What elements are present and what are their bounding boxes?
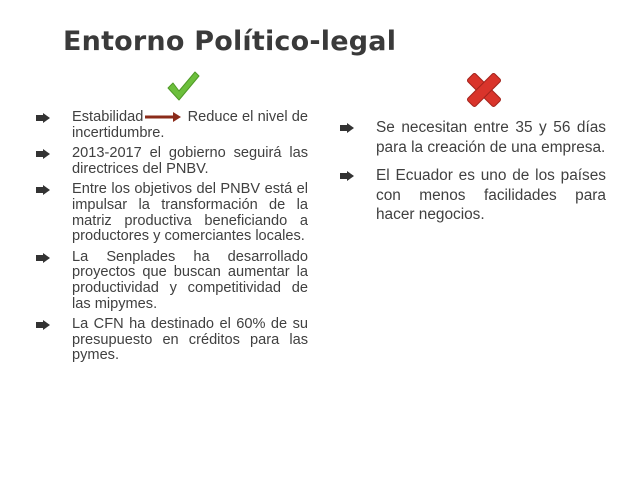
list-item — [340, 118, 606, 157]
slide-title: Entorno Político-legal — [63, 26, 397, 57]
list-item-text: Se necesitan entre 35 y 56 días para la creación de una empresa. — [376, 119, 606, 156]
negative-factors-list — [340, 118, 606, 234]
arrow-bullet-icon — [36, 185, 50, 195]
list-item — [36, 110, 308, 141]
list-item-text: La Senplades ha desarrollado proyectos que buscan aumentar la productividad y competitividad de las mipymes. — [72, 248, 308, 312]
arrow-bullet-icon — [36, 253, 50, 263]
list-item-text: 2013-2017 el gobierno seguirá las directrices del PNBV. — [72, 145, 308, 177]
list-item — [36, 182, 308, 244]
list-item-text-end: Reduce el nivel de incertidumbre. — [72, 109, 308, 141]
arrow-bullet-icon — [340, 171, 354, 181]
list-item — [36, 317, 308, 364]
check-icon — [166, 70, 200, 102]
list-item — [36, 250, 308, 312]
arrow-right-icon — [145, 112, 181, 122]
cross-icon — [467, 72, 501, 108]
arrow-bullet-icon — [36, 320, 50, 330]
arrow-bullet-icon — [36, 149, 50, 159]
positive-factors-list — [36, 110, 308, 369]
list-item-text-start: Estabilidad — [72, 109, 144, 125]
arrow-bullet-icon — [36, 113, 50, 123]
list-item-text: La CFN ha destinado el 60% de su presupuesto en créditos para las pymes. — [72, 316, 308, 364]
list-item — [36, 146, 308, 177]
list-item — [340, 166, 606, 225]
arrow-bullet-icon — [340, 123, 354, 133]
list-item-text: Entre los objetivos del PNBV está el impulsar la transformación de la matriz productiva beneficiando a productores y comerciantes locales. — [72, 181, 308, 245]
list-item-text: El Ecuador es uno de los países con menos facilidades para hacer negocios. — [376, 167, 606, 224]
